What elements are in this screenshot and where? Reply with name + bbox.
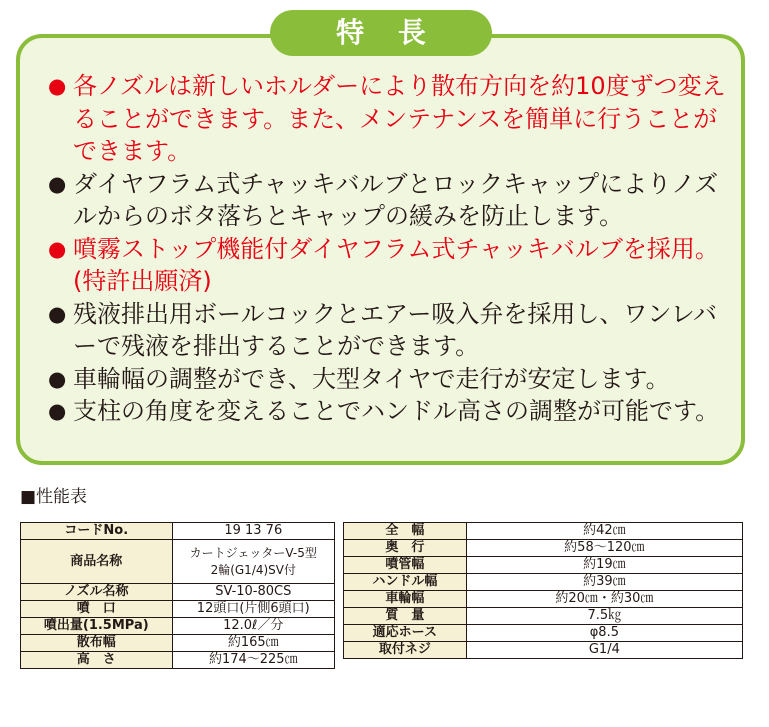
table-row [21,601,335,618]
feature-text: 残液排出用ボールコックとエアー吸入弁を採用し、ワンレバーで残液を排出することができます。 [73,299,718,360]
table-row [344,591,743,608]
feature-item-spray-stop [48,233,728,298]
table-row [344,557,743,574]
feature-item-check-valve [48,168,728,233]
table-row [21,523,335,540]
spec-label: 噴管幅 [344,557,467,574]
feature-text: ダイヤフラム式チャッキバルブとロックキャップによりノズルからのボタ落ちとキャップの緩みを防止します。 [73,169,719,230]
spec-value: 19 13 76 [172,523,334,540]
spec-value: 約19㎝ [466,557,742,574]
feature-text: 車輪幅の調整ができ、大型タイヤで走行が安定します。 [73,364,670,393]
bullet-icon: ● [48,74,67,98]
spec-label: 奥 行 [344,540,467,557]
spec-value: 12頭口(片側6頭口) [172,601,334,618]
spec-value: 約39㎝ [466,574,742,591]
spec-value: 約174～225㎝ [172,652,334,669]
bullet-icon: ● [48,366,67,391]
spec-label: 車輪幅 [344,591,467,608]
spec-value: 約165㎝ [172,635,334,652]
spec-label: 高 さ [21,652,173,669]
table-row [21,618,335,635]
spec-table-title: ■性能表 [20,487,88,507]
feature-text: 支柱の角度を変えることでハンドル高さの調整が可能です。 [73,397,720,425]
spec-table-left [20,522,335,669]
feature-text: 各ノズルは新しいホルダーにより散布方向を約10度ずつ変えることができます。また、メンテナンスを簡単に行うことができます。 [73,72,726,165]
spec-label: 取付ネジ [344,642,467,659]
feature-text: 噴霧ストップ機能付ダイヤフラム式チャッキバルブを採用。(特許出願済) [73,234,719,295]
table-row [344,523,743,540]
spec-value-line: 2輪(G1/4)SV付 [210,562,296,577]
spec-value: G1/4 [466,642,742,659]
spec-value: SV-10-80CS [172,584,334,601]
table-row [21,540,335,584]
table-row [21,584,335,601]
bullet-icon: ● [48,236,67,261]
spec-label: コードNo. [21,523,173,540]
spec-value: φ8.5 [466,625,742,642]
feature-item-nozzle-holder [48,70,728,168]
feature-item-drain [48,298,728,363]
bullet-icon: ● [48,171,67,196]
spec-value-line: カートジェッターV-5型 [189,545,317,560]
table-row [344,574,743,591]
spec-value: 約58～120㎝ [466,540,742,557]
spec-label: 商品名称 [21,540,173,584]
spec-table-right [343,522,743,659]
spec-label: 噴出量(1.5MPa) [21,618,173,635]
table-row [344,540,743,557]
spec-value [172,540,334,584]
spec-value: 12.0ℓ／分 [172,618,334,635]
table-row [344,642,743,659]
spec-value: 約42㎝ [466,523,742,540]
table-row [344,625,743,642]
feature-item-wheel-width [48,363,728,396]
spec-label: 散布幅 [21,635,173,652]
feature-item-handle-height [48,395,728,428]
spec-label: 全 幅 [344,523,467,540]
features-list [48,70,728,428]
spec-label: 噴 口 [21,601,173,618]
spec-label: 適応ホース [344,625,467,642]
table-row [21,635,335,652]
features-title: 特 長 [270,10,492,56]
spec-value: 7.5㎏ [466,608,742,625]
table-row [344,608,743,625]
bullet-icon: ● [48,399,67,423]
spec-label: ハンドル幅 [344,574,467,591]
spec-label: 質 量 [344,608,467,625]
spec-label: ノズル名称 [21,584,173,601]
bullet-icon: ● [48,301,67,326]
spec-value: 約20㎝・約30㎝ [466,591,742,608]
table-row [21,652,335,669]
